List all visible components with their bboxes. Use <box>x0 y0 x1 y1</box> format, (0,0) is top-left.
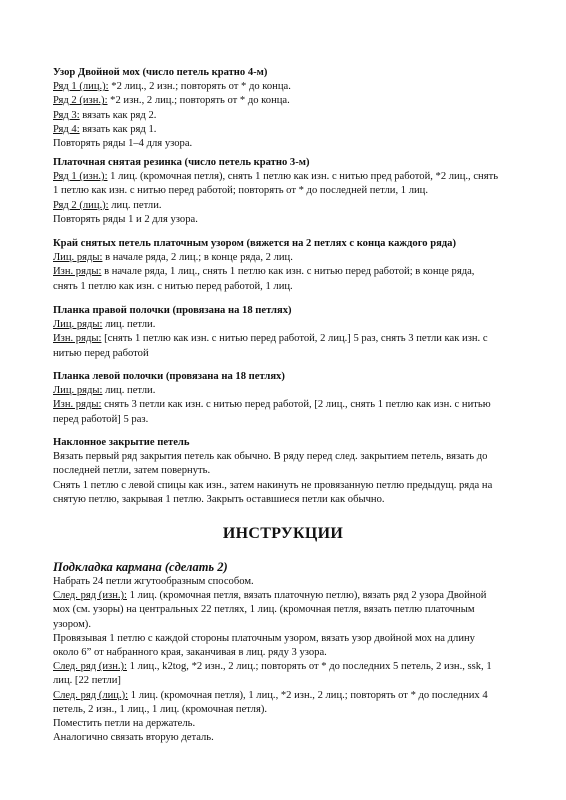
row-text-cont: нитью перед работой <box>53 347 149 359</box>
row-text-cont: перед работой] 5 раз. <box>53 413 149 425</box>
row-instruction <box>53 398 515 412</box>
row-label: Ряд 2 (изн.): <box>53 95 108 107</box>
paragraph-line: Снять 1 петлю с левой спицы как изн., затем накинуть не провязанную петлю предыдущ. ряда на <box>53 479 493 491</box>
row-instruction <box>53 332 515 346</box>
paragraph-line: около 6” от набранного края, заканчивая в лиц. ряду 3 узора. <box>53 647 327 659</box>
row-label: Изн. ряды: <box>53 333 102 345</box>
row-label: Ряд 2 (лиц.): <box>53 199 109 211</box>
section-double-moss <box>53 66 515 151</box>
paragraph-line: Аналогично связать вторую деталь. <box>53 732 214 744</box>
row-text: 1 лиц. (кромочная петля), снять 1 петлю как изн. с нитью пред работой, *2 лиц., снять <box>107 171 499 183</box>
paragraph-line: последней петли, затем повернуть. <box>53 465 211 477</box>
instructions-heading: ИНСТРУКЦИИ <box>222 525 344 542</box>
row-instruction <box>53 589 515 603</box>
row-text: *2 изн., 2 лиц.; повторять от * до конца. <box>107 95 290 107</box>
row-text-cont: мох (см. узоры) на центральных 22 петлях, 1 лиц. (кромочная петля, вязать петлю платочным <box>53 604 475 616</box>
row-label: След. ряд (лиц.): <box>53 689 129 701</box>
row-text: 1 лиц. (кромочная петля), 1 лиц., *2 изн., 2 лиц.; повторять от * до последних 4 <box>128 689 488 701</box>
row-instruction <box>53 94 515 108</box>
row-text: снять 3 петли как изн. с нитью перед работой, [2 лиц., снять 1 петлю как изн. с нитью <box>101 399 491 411</box>
repeat-note: Повторять ряды 1–4 для узора. <box>53 138 193 150</box>
row-instruction <box>53 109 515 123</box>
row-instruction <box>53 123 515 137</box>
row-text: 1 лиц. (кромочная петля, вязать платочную петлю), вязать ряд 2 узора Двойной <box>126 590 487 602</box>
row-label: Ряд 4: <box>53 123 80 135</box>
row-text: вязать как ряд 2. <box>79 109 157 121</box>
row-label: След. ряд (изн.): <box>53 590 127 602</box>
row-text: в начале ряда, 2 лиц.; в конце ряда, 2 лиц. <box>102 252 293 264</box>
paragraph-line: Поместить петли на держатель. <box>53 718 196 730</box>
section-slipped-rib <box>53 156 515 227</box>
row-instruction <box>53 251 515 265</box>
row-text: [снять 1 петлю как изн. с нитью перед работой, 2 лиц.] 5 раз, снять 3 петли как изн. с <box>101 333 488 345</box>
row-text: лиц. петли. <box>102 319 156 331</box>
row-instruction <box>53 265 515 279</box>
row-label: Изн. ряды: <box>53 266 102 278</box>
row-text-cont: лиц. [22 петли] <box>53 675 121 687</box>
row-text: *2 лиц., 2 изн.; повторять от * до конца. <box>108 81 291 93</box>
row-instruction <box>53 689 515 703</box>
row-instruction <box>53 384 515 398</box>
paragraph-line: Набрать 24 петли жгутообразным способом. <box>53 576 254 587</box>
row-text: в начале ряда, 1 лиц., снять 1 петлю как изн. с нитью перед работой; в конце ряда, <box>101 266 475 278</box>
section-title: Узор Двойной мох (число петель кратно 4-м) <box>53 67 268 78</box>
row-text: лиц. петли. <box>102 385 156 397</box>
paragraph-line: Вязать первый ряд закрытия петель как обычно. В ряду перед след. закрытием петель, вязать до <box>53 451 488 463</box>
row-label: След. ряд (изн.): <box>53 661 127 673</box>
row-text: вязать как ряд 1. <box>79 123 157 135</box>
row-label: Лиц. ряды: <box>53 319 103 331</box>
section-pocket-lining <box>53 560 515 745</box>
row-label: Ряд 1 (изн.): <box>53 171 108 183</box>
row-instruction <box>53 660 515 674</box>
section-title: Планка левой полочки (провязана на 18 петлях) <box>53 371 285 382</box>
section-left-band <box>53 370 515 427</box>
row-text: лиц. петли. <box>108 199 162 211</box>
row-instruction <box>53 170 515 184</box>
repeat-note: Повторять ряды 1 и 2 для узора. <box>53 213 198 225</box>
row-label: Лиц. ряды: <box>53 252 103 264</box>
paragraph-line: Провязывая 1 петлю с каждой стороны платочным узором, вязать узор двойной мох на длину <box>53 632 475 644</box>
row-text: 1 лиц., k2tog, *2 изн., 2 лиц.; повторять от * до последних 5 петель, 2 изн., ssk, 1 <box>126 661 492 673</box>
row-label: Лиц. ряды: <box>53 385 103 397</box>
section-title: Планка правой полочки (провязана на 18 петлях) <box>53 305 292 316</box>
section-slipped-edge <box>53 237 515 294</box>
section-title: Наклонное закрытие петель <box>53 437 190 448</box>
row-instruction <box>53 199 515 213</box>
row-text-cont: 1 петлю как изн. с нитью перед работой; повторять от * до последней петли, 1 лиц. <box>53 185 428 197</box>
section-sloped-bindoff <box>53 436 515 507</box>
row-text-cont: петель, 2 изн., 1 лиц., 1 лиц. (кромочная петля). <box>53 703 268 715</box>
section-right-band <box>53 304 515 361</box>
row-text-cont: снять 1 петлю как изн. с нитью перед работой, 1 лиц. <box>53 280 293 292</box>
section-title: Платочная снятая резинка (число петель кратно 3-м) <box>53 157 310 168</box>
row-instruction <box>53 318 515 332</box>
section-title: Край снятых петель платочным узором (вяжется на 2 петлях с конца каждого ряда) <box>53 238 456 249</box>
row-label: Ряд 1 (лиц.): <box>53 81 109 93</box>
paragraph-line: снятую петлю, закрывая 1 петлю. Закрыть оставшиеся петли как обычно. <box>53 493 385 505</box>
row-text-cont: узором). <box>53 618 91 630</box>
row-label: Изн. ряды: <box>53 399 102 411</box>
row-instruction <box>53 80 515 94</box>
row-label: Ряд 3: <box>53 109 80 121</box>
section-title: Подкладка кармана (сделать 2) <box>53 560 228 574</box>
